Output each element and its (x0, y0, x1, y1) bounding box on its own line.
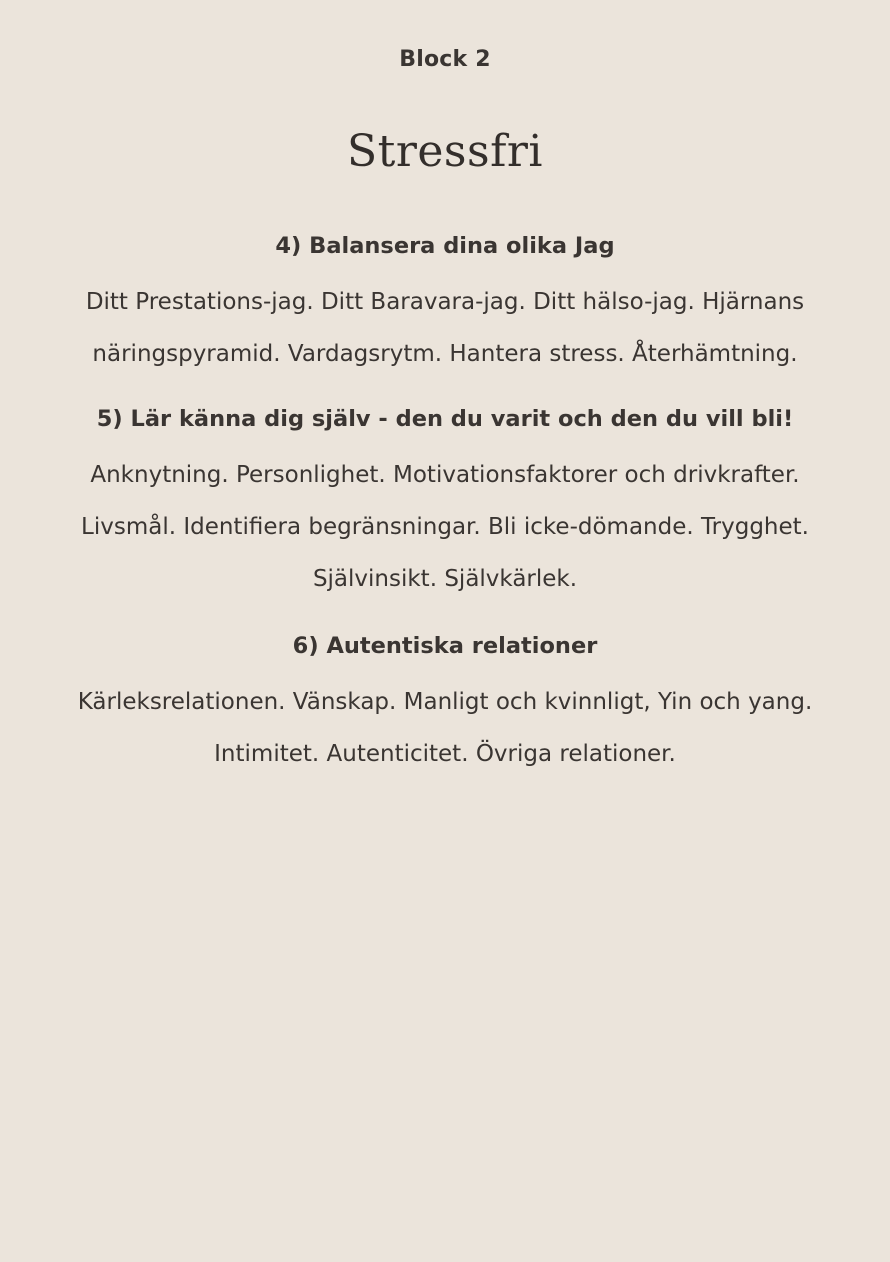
body-line: Kärleksrelationen. Vänskap. Manligt och kvinnligt, Yin och yang. (77, 689, 813, 715)
section-heading: 4) Balansera dina olika Jag (275, 233, 615, 259)
section-lar-kanna-dig-sjalv (30, 399, 860, 605)
section-heading: 6) Autentiska relationer (292, 633, 598, 659)
body-line: Intimitet. Autenticitet. Övriga relationer. (214, 741, 676, 767)
body-line: Självinsikt. Självkärlek. (312, 566, 578, 592)
body-line: Ditt Prestations-jag. Ditt Baravara-jag. Ditt hälso-jag. Hjärnans (85, 289, 805, 315)
page-title: Stressfri (347, 126, 543, 177)
section-body (30, 676, 860, 780)
section-balansera (30, 226, 860, 380)
body-line: Anknytning. Personlighet. Motivationsfaktorer och drivkrafter. (90, 462, 800, 488)
body-line: näringspyramid. Vardagsrytm. Hantera stress. Återhämtning. (92, 341, 798, 367)
body-line: Livsmål. Identifiera begränsningar. Bli icke-dömande. Trygghet. (81, 514, 809, 540)
block-label: Block 2 (399, 47, 491, 72)
section-autentiska-relationer (30, 626, 860, 780)
section-body (30, 276, 860, 380)
section-body (30, 449, 860, 605)
section-heading: 5) Lär känna dig själv - den du varit och den du vill bli! (96, 406, 794, 432)
